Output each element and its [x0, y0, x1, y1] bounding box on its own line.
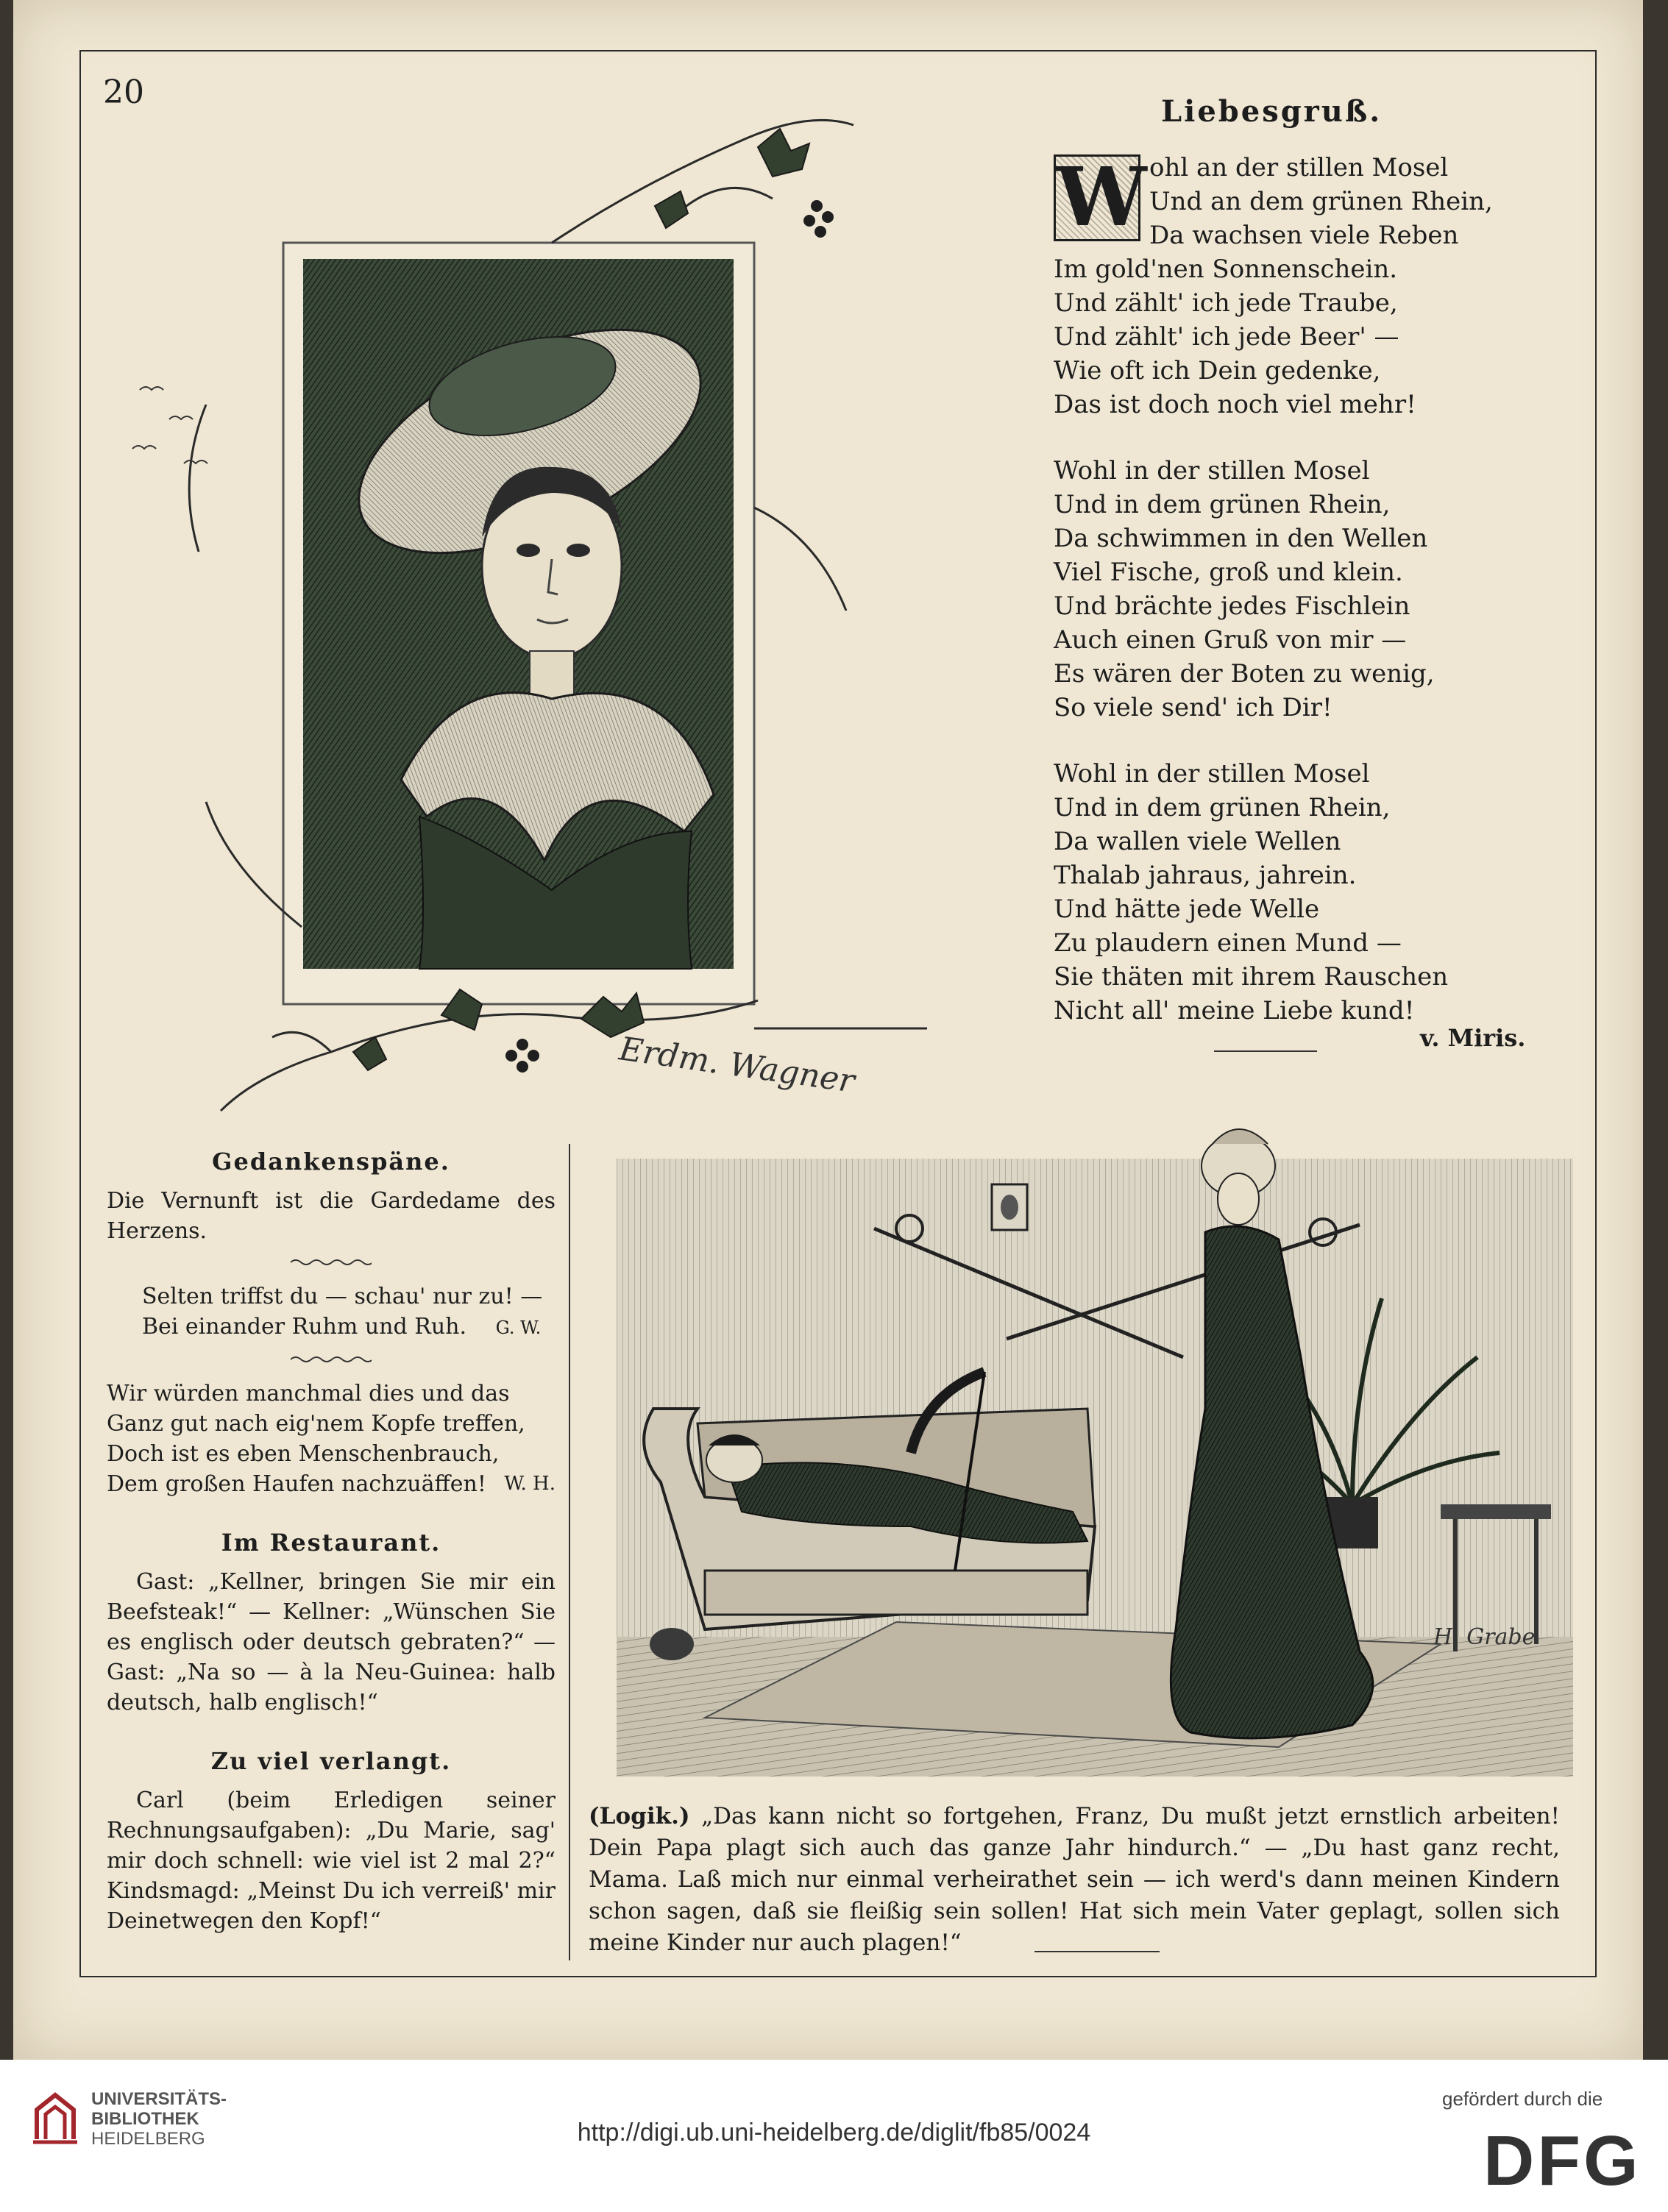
- restaurant-text: Gast: „Kellner, bringen Sie mir ein Beefsteak!“ — Kellner: „Wünschen Sie es englisch oder deutsch gebraten?“ — Gast: „Na so — à la Neu-Guinea: halb deutsch, halb englisch!“: [107, 1569, 556, 1715]
- poem-line: Da wallen viele Wellen: [1054, 827, 1341, 856]
- gedanken-line: [107, 1312, 556, 1343]
- poem-body: [1054, 151, 1525, 1060]
- scene-signature: H. Grabe: [1433, 1624, 1536, 1650]
- poem-line: Nicht all' meine Liebe kund!: [1054, 996, 1415, 1025]
- poem-line: Und in dem grünen Rhein,: [1054, 793, 1391, 822]
- gedanken-line: Doch ist es eben Menschenbrauch,: [107, 1441, 500, 1467]
- library-name-line: BIBLIOTHEK: [91, 2109, 199, 2129]
- gedanken-heading: Gedankenspäne.: [212, 1148, 450, 1176]
- gedanken-line: [107, 1469, 556, 1499]
- poem-line: Da wachsen viele Reben: [1149, 221, 1459, 250]
- poem-line: Wohl in der stillen Mosel: [1054, 456, 1370, 486]
- poem-line: Da schwimmen in den Wellen: [1054, 524, 1428, 553]
- poem-stanza: [1054, 151, 1525, 422]
- gedanken-line: Wir würden manchmal dies und das: [107, 1381, 510, 1406]
- poem-line: Sie thäten mit ihrem Rauschen: [1054, 962, 1449, 992]
- poem-line: Viel Fische, groß und klein.: [1054, 558, 1403, 587]
- portrait-engraving: [110, 96, 927, 1125]
- poem-line: Wie oft ich Dein gedenke,: [1054, 356, 1381, 385]
- poem-line: Es wären der Boten zu wenig,: [1054, 659, 1435, 689]
- poem-line: Zu plaudern einen Mund —: [1054, 928, 1402, 958]
- poem-stanza: [1054, 757, 1525, 1028]
- caption-text: „Das kann nicht so fortgehen, Franz, Du mußt jetzt ernstlich arbeiten! Dein Papa plagt sich auch das ganze Jahr hindurch.“ — „Du hast ganz recht, Mama. Laß mich nur einmal verheirathet sein — ich werd's dann meinen Kindern schon sagen, daß sie fleißig sein sollen! Hat sich mein Vater geplagt, sollen sich meine Kinder nur auch plagen!“: [589, 1803, 1560, 1956]
- poem-line: ohl an der stillen Mosel: [1149, 153, 1449, 182]
- poem-line: Und zählt' ich jede Traube,: [1054, 288, 1398, 318]
- scene-caption: [589, 1801, 1560, 1959]
- permalink-url[interactable]: http://digi.ub.uni-heidelberg.de/diglit/fb85/0024: [577, 2119, 1091, 2147]
- caption-divider: [1034, 1951, 1160, 1952]
- poem-author: v. Miris.: [1420, 1024, 1526, 1052]
- caption-label: (Logik.): [589, 1803, 690, 1829]
- scene-illustration: [617, 1114, 1573, 1777]
- poem-line: So viele send' ich Dir!: [1054, 693, 1332, 722]
- restaurant-heading: Im Restaurant.: [221, 1529, 441, 1557]
- poem-dropcap: W: [1054, 154, 1140, 241]
- gedanken-line-text: Bei einander Ruhm und Ruh.: [142, 1314, 467, 1340]
- gedanken-line: Ganz gut nach eig'nem Kopfe treffen,: [107, 1411, 525, 1437]
- poem-divider: [1214, 1050, 1317, 1052]
- poem-line: Und hätte jede Welle: [1054, 895, 1320, 924]
- gedanken-line: Selten triffst du — schau' nur zu! —: [142, 1284, 543, 1309]
- funding-note: gefördert durch die: [1442, 2088, 1603, 2110]
- column-divider: [569, 1144, 570, 1960]
- poem-line: Und zählt' ich jede Beer' —: [1054, 322, 1399, 352]
- gedanken-sig: W. H.: [504, 1473, 556, 1495]
- dfg-logo: DFG: [1483, 2122, 1642, 2200]
- gedanken-line-text: Dem großen Haufen nachzuäffen!: [107, 1471, 486, 1497]
- poem-line: Thalab jahraus, jahrein.: [1054, 861, 1357, 890]
- portrait-illustration: [110, 96, 927, 1125]
- poem-line: Und brächte jedes Fischlein: [1054, 591, 1410, 621]
- poem-stanza: [1054, 454, 1525, 725]
- poem-line: Auch einen Gruß von mir —: [1054, 625, 1407, 655]
- portrait-signature: Erdm. Wagner: [617, 1030, 857, 1100]
- squiggle-divider: [291, 1355, 372, 1364]
- zuviel-heading: Zu viel verlangt.: [210, 1747, 452, 1775]
- gedanken-item: Die Vernunft ist die Gardedame des Herzens.: [107, 1188, 556, 1244]
- poem-line: Im gold'nen Sonnenschein.: [1054, 255, 1398, 284]
- squiggle-divider: [291, 1258, 372, 1267]
- poem-line: Und in dem grünen Rhein,: [1054, 490, 1391, 519]
- left-column: [107, 1148, 556, 1936]
- poem-title: Liebesgruß.: [1161, 94, 1383, 129]
- zuviel-text: Carl (beim Erledigen seiner Rechnungsaufgaben): „Du Marie, sag' mir doch schnell: wie viel ist 2 mal 2?“ Kindsmagd: „Meinst Du ich verreiß' mir Deinetwegen den Kopf!“: [107, 1788, 556, 1934]
- poem-line: Das ist doch noch viel mehr!: [1054, 390, 1416, 419]
- poem-line: Und an dem grünen Rhein,: [1149, 187, 1493, 216]
- gedanken-sig: G. W.: [495, 1317, 542, 1338]
- library-name-line: HEIDELBERG: [91, 2129, 205, 2149]
- library-name-line: UNIVERSITÄTS-: [91, 2089, 227, 2109]
- page-number: 20: [103, 74, 144, 111]
- poem-line: Wohl in der stillen Mosel: [1054, 759, 1370, 789]
